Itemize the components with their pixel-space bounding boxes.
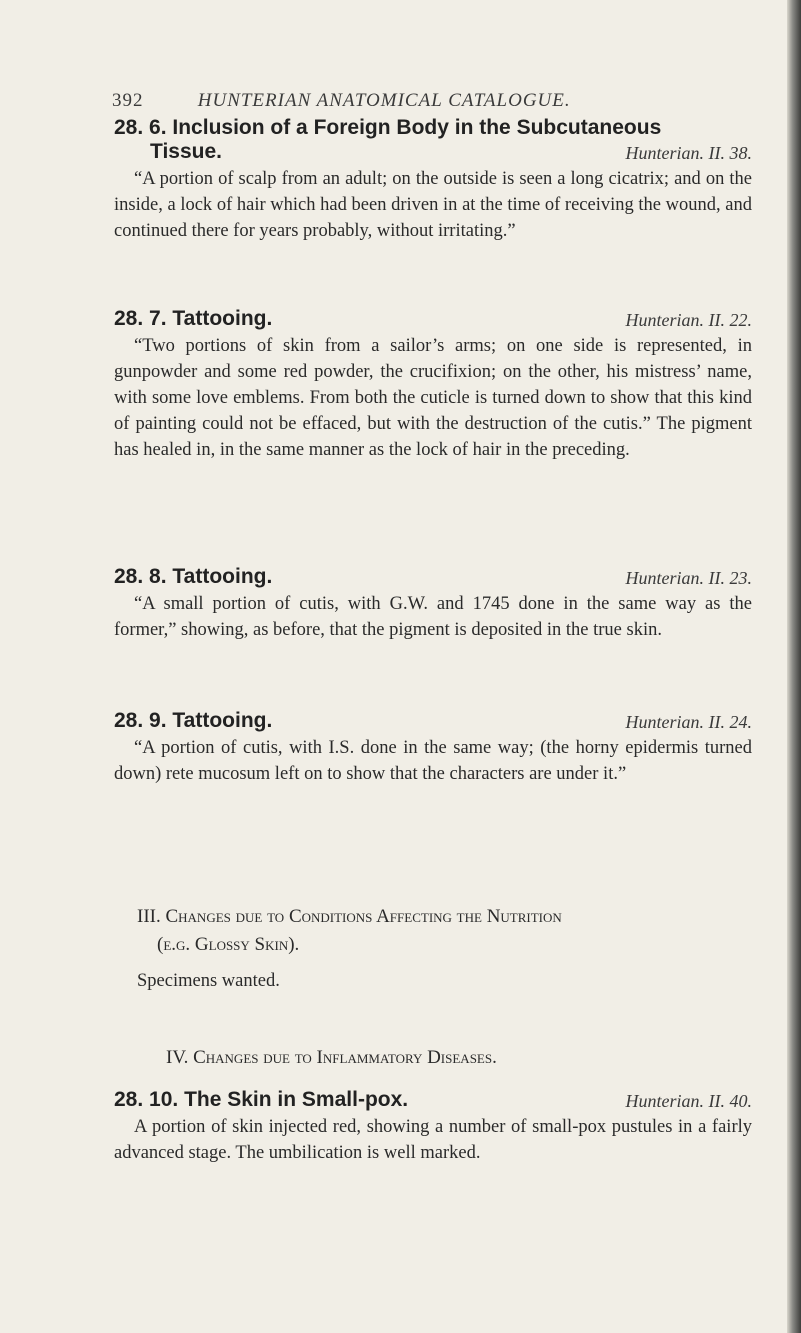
entry-heading-line2 — [150, 140, 752, 164]
running-head — [112, 90, 752, 112]
entry-reference: Hunterian. II. 22. — [625, 310, 752, 330]
entry-title: Tattooing. — [172, 307, 273, 330]
entry-number: 28. 7. — [114, 307, 167, 330]
entry-reference: Hunterian. II. 23. — [625, 568, 752, 588]
entry-text: “A small portion of cutis, with G.W. and 1745 done in the same way as the former,” showing, as before, that the pigment is deposited in the true skin. — [114, 594, 752, 640]
entry-title-line1: Inclusion of a Foreign Body in the Subcutaneous — [172, 116, 662, 139]
entry-reference: Hunterian. II. 38. — [625, 143, 752, 163]
entry-reference: Hunterian. II. 24. — [625, 712, 752, 732]
entry-heading — [114, 565, 752, 589]
entry-number: 28. 10. — [114, 1088, 179, 1111]
running-title: HUNTERIAN ANATOMICAL CATALOGUE. — [197, 90, 571, 111]
section-four-heading: IV. Changes due to Inflammatory Diseases. — [166, 1047, 497, 1068]
section-three-line1: III. Changes due to Conditions Affecting the Nutrition — [137, 906, 562, 927]
entry-28-10 — [114, 1088, 752, 1166]
entry-number: 28. 8. — [114, 565, 167, 588]
entry-heading — [114, 1088, 752, 1112]
entry-heading — [114, 116, 752, 140]
entry-heading — [114, 709, 752, 733]
entry-28-6 — [114, 116, 752, 244]
entry-title-line2: Tissue. — [150, 140, 222, 163]
entry-text: A portion of skin injected red, showing a number of small-pox pustules in a fairly advanced stage. The umbilication is well marked. — [114, 1117, 752, 1163]
entry-28-8 — [114, 565, 752, 643]
page-number: 392 — [112, 90, 144, 111]
entry-reference: Hunterian. II. 40. — [625, 1091, 752, 1111]
entry-28-7 — [114, 307, 752, 463]
entry-text: “A portion of scalp from an adult; on the outside is seen a long cicatrix; and on the inside, a lock of hair which had been driven in at the time of receiving the wound, and continued there for years probably, without irritating.” — [114, 169, 752, 241]
entry-28-9 — [114, 709, 752, 787]
entry-number: 28. 6. — [114, 116, 167, 139]
entry-title: Tattooing. — [172, 709, 273, 732]
entry-number: 28. 9. — [114, 709, 167, 732]
section-three-line2: (e.g. Glossy Skin). — [157, 934, 300, 955]
entry-text: “A portion of cutis, with I.S. done in the same way; (the horny epidermis turned down) rete mucosum left on to show that the characters are under it.” — [114, 738, 752, 784]
entry-title: The Skin in Small-pox. — [184, 1088, 409, 1111]
section-three-heading — [137, 903, 757, 959]
specimens-note: Specimens wanted. — [137, 971, 280, 991]
entry-heading — [114, 307, 752, 331]
page-edge-shadow — [787, 0, 801, 1333]
entry-title: Tattooing. — [172, 565, 273, 588]
entry-text: “Two portions of skin from a sailor’s arms; on one side is represented, in gunpowder and some red powder, the crucifixion; on the other, his mistress’ name, with some love emblems. From both the cuticle is turned down to show that this kind of painting could not be effaced, but with the destruction of the cutis.” The pigment has healed in, in the same manner as the lock of hair in the preceding. — [114, 336, 752, 460]
